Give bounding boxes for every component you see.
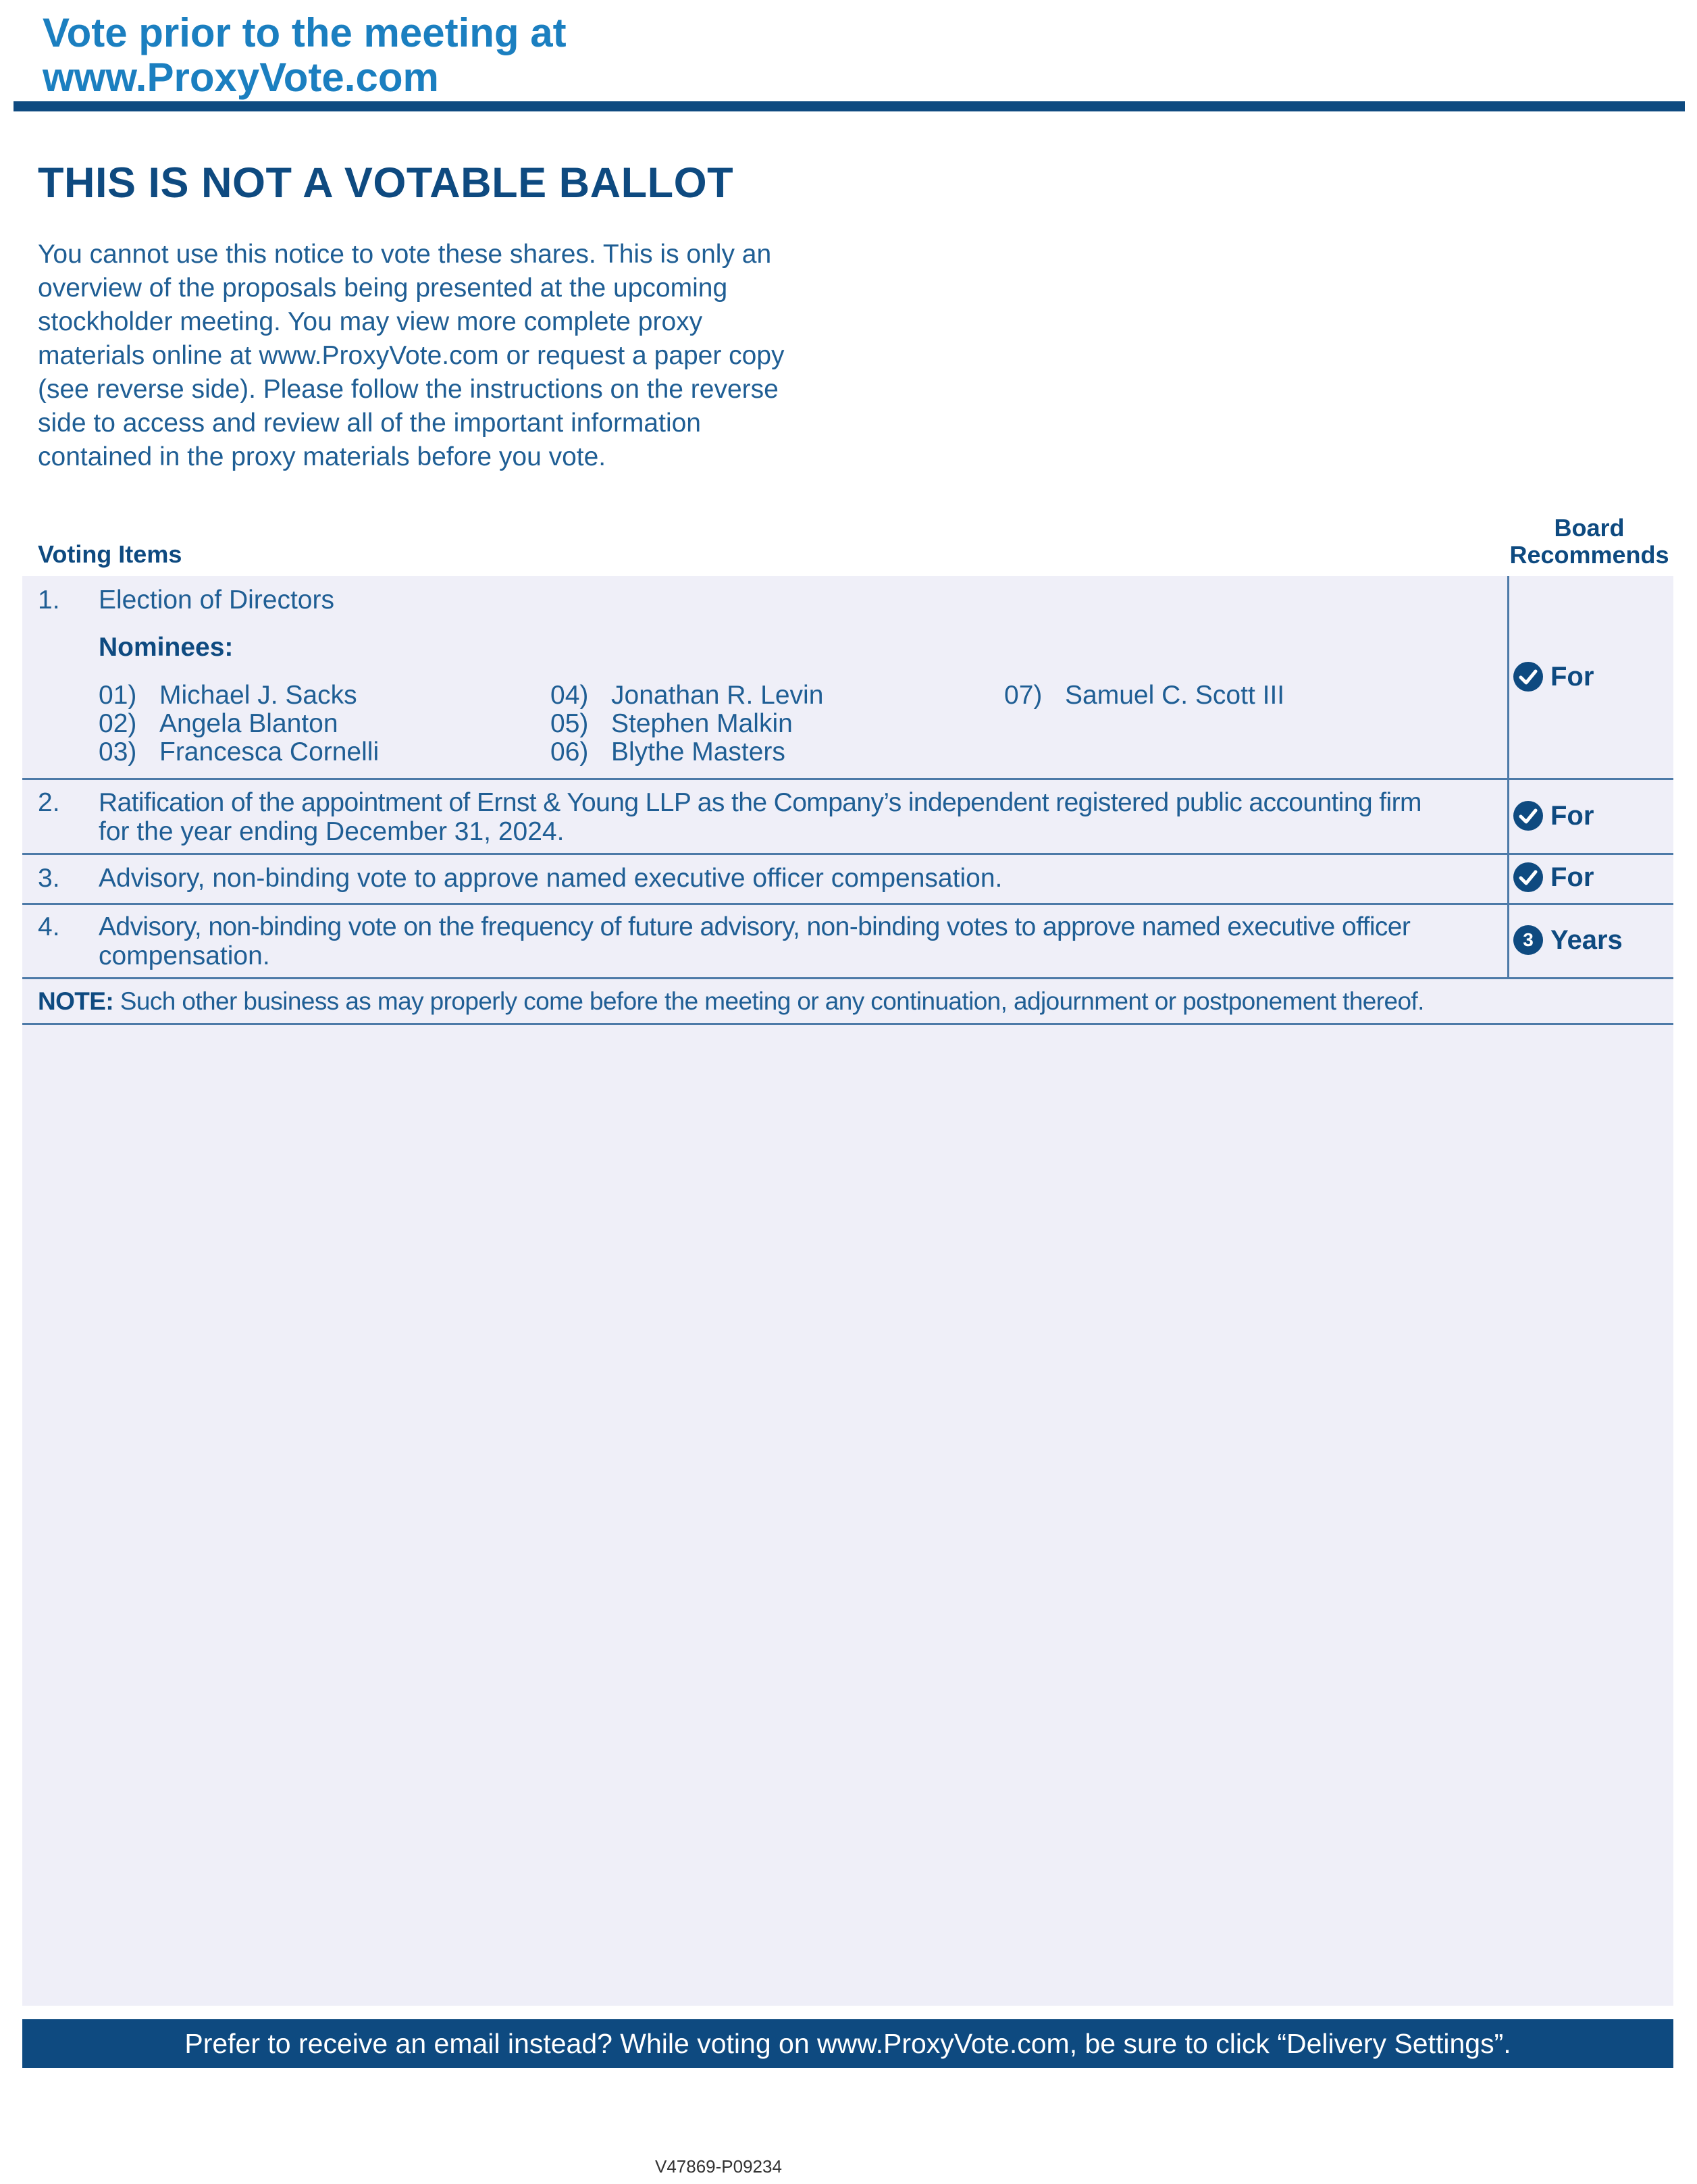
- footer-banner-text: Prefer to receive an email instead? While voting on www.ProxyVote.com, be sure to click “Delivery Settings”.: [184, 2028, 1511, 2059]
- nominee-id: 07): [1004, 681, 1043, 710]
- nominee: [99, 737, 379, 766]
- item-1-number: 1.: [38, 586, 60, 615]
- item-1-recommendation: [1513, 661, 1594, 692]
- recommendation-label: For: [1550, 800, 1594, 831]
- row-divider: [22, 977, 1673, 979]
- nominee: [550, 737, 785, 766]
- item-4-text: [99, 912, 1496, 970]
- nominee-id: 01): [99, 681, 137, 710]
- nominee-name: Francesca Cornelli: [159, 737, 380, 766]
- header-rule: [14, 101, 1685, 111]
- voting-items-header: Voting Items: [38, 540, 182, 568]
- row-divider: [22, 903, 1673, 905]
- item-1-text: Election of Directors: [99, 586, 334, 615]
- header-line-1: Vote prior to the meeting at: [43, 10, 567, 55]
- item-3-text: Advisory, non-binding vote to approve named executive officer compensation.: [99, 864, 1003, 893]
- intro-line: overview of the proposals being presented at the upcoming: [38, 274, 728, 303]
- header-line-2: www.ProxyVote.com: [43, 55, 439, 100]
- recommendation-label: For: [1550, 661, 1594, 692]
- intro-line: stockholder meeting. You may view more complete proxy: [38, 307, 703, 336]
- intro-line: materials online at www.ProxyVote.com or request a paper copy: [38, 341, 785, 370]
- intro-line: contained in the proxy materials before you vote.: [38, 442, 606, 471]
- item-2-text-line: for the year ending December 31, 2024.: [99, 817, 565, 846]
- board-header-line-2: Recommends: [1509, 541, 1669, 569]
- item-2-text: [99, 788, 1496, 846]
- item-2-recommendation: [1513, 800, 1594, 831]
- nominee-name: Samuel C. Scott III: [1065, 681, 1285, 710]
- nominee-name: Jonathan R. Levin: [611, 681, 824, 710]
- document-code: V47869-P09234: [655, 2156, 782, 2177]
- recommendation-label: For: [1550, 862, 1594, 892]
- intro-line: side to access and review all of the important information: [38, 409, 701, 438]
- nominee: [99, 709, 338, 738]
- check-circle-icon: [1513, 800, 1544, 831]
- intro-line: You cannot use this notice to vote these shares. This is only an: [38, 240, 772, 269]
- intro-paragraph: [38, 238, 835, 474]
- item-4-recommendation: [1513, 925, 1623, 956]
- board-column-divider: [1507, 576, 1509, 978]
- item-4-text-line: Advisory, non-binding vote on the frequency of future advisory, non-binding votes to approve named executive officer: [99, 912, 1411, 941]
- intro-line: (see reverse side). Please follow the instructions on the reverse: [38, 375, 779, 404]
- check-circle-icon: [1513, 862, 1544, 893]
- note-label: NOTE:: [38, 987, 114, 1015]
- nominee-id: 05): [550, 709, 589, 738]
- nominee-name: Blythe Masters: [611, 737, 785, 766]
- nominee-id: 06): [550, 737, 589, 766]
- row-divider: [22, 778, 1673, 780]
- board-recommends-header: [1507, 515, 1671, 569]
- item-4-text-line: compensation.: [99, 941, 270, 970]
- item-2-number: 2.: [38, 788, 60, 817]
- number-circle-icon: [1513, 925, 1544, 956]
- nominee-name: Stephen Malkin: [611, 709, 793, 738]
- nominee-name: Michael J. Sacks: [159, 681, 357, 710]
- nominee: [99, 681, 357, 710]
- note-text: Such other business as may properly come before the meeting or any continuation, adjournment or postponement thereof.: [113, 987, 1424, 1015]
- item-4-number: 4.: [38, 912, 60, 941]
- check-circle-icon: [1513, 661, 1544, 692]
- nominee-id: 04): [550, 681, 589, 710]
- row-divider: [22, 853, 1673, 855]
- item-3-number: 3.: [38, 864, 60, 893]
- note: [38, 987, 1424, 1016]
- item-3-recommendation: [1513, 862, 1594, 893]
- board-header-line-1: Board: [1554, 514, 1625, 542]
- nominee-id: 02): [99, 709, 137, 738]
- nominees-label: Nominees:: [99, 633, 234, 662]
- nominee-id: 03): [99, 737, 137, 766]
- recommendation-label: Years: [1550, 925, 1623, 955]
- nominee: [550, 709, 793, 738]
- rec-badge-number: 3: [1523, 929, 1534, 950]
- nominee-name: Angela Blanton: [159, 709, 338, 738]
- ballot-heading: THIS IS NOT A VOTABLE BALLOT: [38, 159, 734, 207]
- header-title: [43, 11, 988, 100]
- row-divider: [22, 1023, 1673, 1025]
- nominee: [1004, 681, 1284, 710]
- item-2-text-line: Ratification of the appointment of Ernst & Young LLP as the Company’s independent registered public accounting firm: [99, 788, 1421, 817]
- nominee: [550, 681, 823, 710]
